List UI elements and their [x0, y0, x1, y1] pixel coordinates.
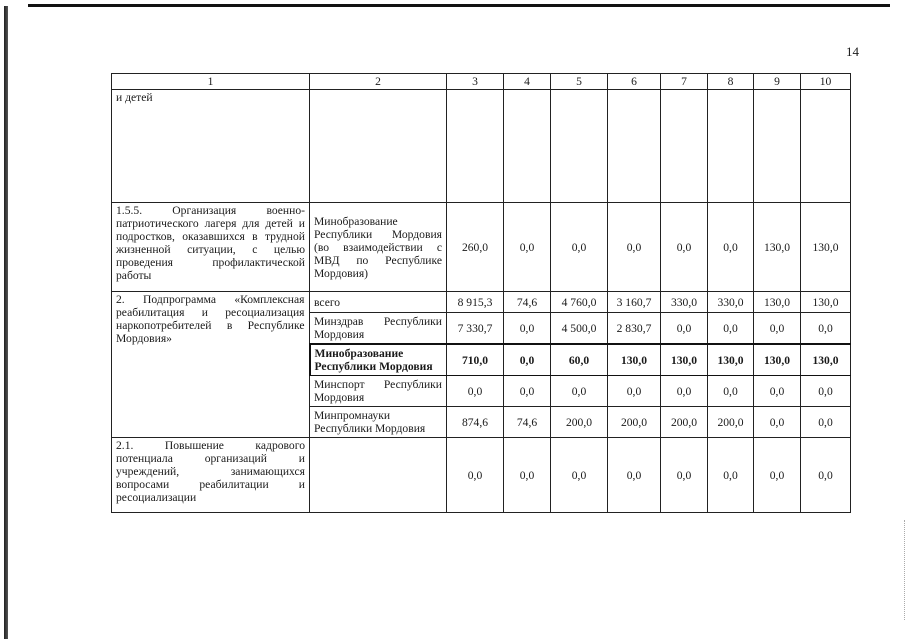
value-cell: 330,0 — [708, 292, 754, 313]
value-cell: 0,0 — [708, 438, 754, 513]
value-cell: 74,6 — [504, 407, 551, 438]
value-cell — [801, 90, 851, 203]
subprogram-name-cell: 2. Подпрограмма «Комплексная реабилитация и ресоциализация наркопотребителей в Республике Мордовия» — [112, 292, 310, 438]
measure-name-cell: 1.5.5. Организация военно-патриотического лагеря для детей и подростков, оказавшихся в трудной жизненной ситуации, с целью проведения профилактической работы — [112, 203, 310, 292]
value-cell: 0,0 — [504, 313, 551, 345]
value-cell: 60,0 — [551, 344, 608, 376]
value-cell: 130,0 — [754, 292, 801, 313]
value-cell: 330,0 — [661, 292, 708, 313]
column-header: 3 — [447, 74, 504, 90]
value-cell: 0,0 — [801, 376, 851, 407]
value-cell: 0,0 — [608, 203, 661, 292]
value-cell: 3 160,7 — [608, 292, 661, 313]
executor-cell: Минздрав Республики Мордовия — [310, 313, 447, 345]
column-header: 1 — [112, 74, 310, 90]
column-header: 7 — [661, 74, 708, 90]
value-cell: 0,0 — [661, 313, 708, 345]
value-cell: 0,0 — [608, 376, 661, 407]
value-cell: 0,0 — [754, 438, 801, 513]
value-cell: 200,0 — [708, 407, 754, 438]
value-cell — [754, 90, 801, 203]
table-row — [112, 90, 851, 203]
table-row — [112, 292, 851, 313]
value-cell: 0,0 — [551, 203, 608, 292]
value-cell: 0,0 — [754, 407, 801, 438]
table-row — [112, 203, 851, 292]
value-cell: 130,0 — [801, 203, 851, 292]
column-header: 9 — [754, 74, 801, 90]
value-cell: 8 915,3 — [447, 292, 504, 313]
table-row — [112, 438, 851, 513]
value-cell: 4 760,0 — [551, 292, 608, 313]
scan-top-border — [28, 4, 890, 7]
value-cell — [661, 90, 708, 203]
column-header: 4 — [504, 74, 551, 90]
value-cell — [447, 90, 504, 203]
value-cell — [551, 90, 608, 203]
value-cell: 7 330,7 — [447, 313, 504, 345]
value-cell — [708, 90, 754, 203]
measure-name-cell: и детей — [112, 90, 310, 203]
value-cell: 2 830,7 — [608, 313, 661, 345]
value-cell: 130,0 — [608, 344, 661, 376]
value-cell: 130,0 — [754, 203, 801, 292]
value-cell: 130,0 — [801, 344, 851, 376]
executor-cell — [310, 90, 447, 203]
value-cell: 0,0 — [801, 407, 851, 438]
executor-cell: Минпромнауки Республики Мордовия — [310, 407, 447, 438]
value-cell: 4 500,0 — [551, 313, 608, 345]
value-cell: 0,0 — [608, 438, 661, 513]
column-header: 6 — [608, 74, 661, 90]
column-header: 10 — [801, 74, 851, 90]
measure-name-cell: 2.1. Повышение кадрового потенциала организаций и учреждений, занимающихся вопросами реабилитации и ресоциализации — [112, 438, 310, 513]
value-cell — [608, 90, 661, 203]
value-cell: 260,0 — [447, 203, 504, 292]
value-cell: 0,0 — [551, 438, 608, 513]
column-header: 2 — [310, 74, 447, 90]
column-header: 5 — [551, 74, 608, 90]
value-cell: 130,0 — [661, 344, 708, 376]
value-cell: 0,0 — [661, 438, 708, 513]
value-cell: 0,0 — [504, 376, 551, 407]
value-cell: 0,0 — [551, 376, 608, 407]
value-cell: 0,0 — [504, 203, 551, 292]
value-cell: 200,0 — [661, 407, 708, 438]
page-number: 14 — [846, 44, 859, 59]
value-cell: 0,0 — [708, 203, 754, 292]
table-header-row — [112, 74, 851, 90]
column-header: 8 — [708, 74, 754, 90]
executor-cell: Минобразование Республики Мордовия (во взаимодействии с МВД по Республике Мордовия) — [310, 203, 447, 292]
value-cell: 0,0 — [801, 438, 851, 513]
value-cell — [504, 90, 551, 203]
value-cell: 130,0 — [801, 292, 851, 313]
value-cell: 0,0 — [801, 313, 851, 345]
scan-left-border — [4, 6, 8, 639]
value-cell: 0,0 — [754, 376, 801, 407]
value-cell: 874,6 — [447, 407, 504, 438]
value-cell: 0,0 — [447, 438, 504, 513]
value-cell: 200,0 — [551, 407, 608, 438]
value-cell: 710,0 — [447, 344, 504, 376]
value-cell: 0,0 — [504, 344, 551, 376]
executor-cell: всего — [310, 292, 447, 313]
budget-table — [111, 73, 851, 513]
value-cell: 0,0 — [504, 438, 551, 513]
value-cell: 130,0 — [754, 344, 801, 376]
executor-cell — [310, 438, 447, 513]
value-cell: 0,0 — [754, 313, 801, 345]
value-cell: 0,0 — [661, 376, 708, 407]
executor-cell: Минспорт Республики Мордовия — [310, 376, 447, 407]
value-cell: 0,0 — [708, 313, 754, 345]
value-cell: 74,6 — [504, 292, 551, 313]
executor-cell: Минобразование Республики Мордовия — [310, 344, 447, 376]
value-cell: 0,0 — [661, 203, 708, 292]
value-cell: 130,0 — [708, 344, 754, 376]
value-cell: 200,0 — [608, 407, 661, 438]
value-cell: 0,0 — [447, 376, 504, 407]
value-cell: 0,0 — [708, 376, 754, 407]
